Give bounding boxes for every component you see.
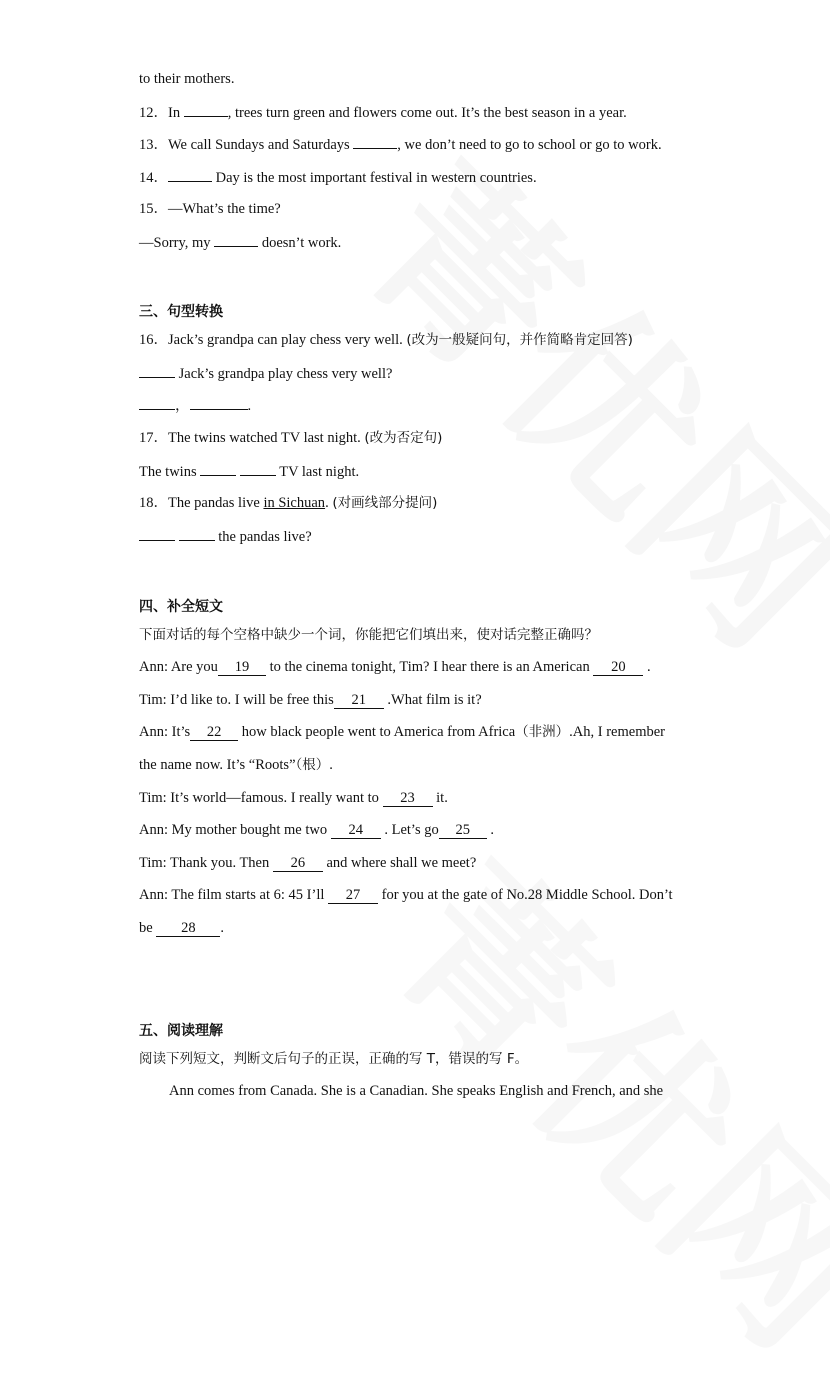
numbered-blank[interactable]: 24 bbox=[331, 822, 381, 839]
dialogue-line: Tim: It’s world—famous. I really want to 23 it. bbox=[139, 790, 448, 806]
dialogue-line: Tim: Thank you. Then 26 and where shall we meet? bbox=[139, 855, 477, 871]
question-16-blank-line: Jack’s grandpa play chess very well? bbox=[139, 363, 392, 384]
answer-blank[interactable] bbox=[353, 134, 397, 149]
numbered-blank[interactable]: 27 bbox=[328, 887, 378, 904]
answer-blank[interactable] bbox=[200, 461, 236, 476]
answer-blank[interactable] bbox=[168, 167, 212, 182]
section-heading-3: 三、句型转换 bbox=[139, 304, 223, 320]
answer-blank[interactable] bbox=[214, 232, 258, 247]
underlined-phrase: in Sichuan bbox=[263, 495, 326, 511]
section-4-instruction: 下面对话的每个空格中缺少一个词，你能把它们填出来，使对话完整正确吗？ bbox=[139, 627, 598, 643]
reading-paragraph: Ann comes from Canada. She is a Canadian. She speaks English and French, and she bbox=[169, 1083, 664, 1099]
question-15: 15．—What’s the time? bbox=[139, 201, 281, 217]
numbered-blank[interactable]: 20 bbox=[593, 659, 643, 676]
question-17-blank-line: The twins TV last night. bbox=[139, 461, 359, 482]
question-16-answer-line: ， . bbox=[139, 395, 251, 416]
question-18: 18．The pandas live in Sichuan. (对画线部分提问) bbox=[139, 495, 438, 511]
section-heading-4: 四、补全短文 bbox=[139, 599, 223, 615]
text-line: to their mothers. bbox=[139, 71, 235, 87]
answer-blank[interactable] bbox=[240, 461, 276, 476]
answer-blank[interactable] bbox=[139, 395, 175, 410]
question-15-reply: —Sorry, my doesn’t work. bbox=[139, 232, 341, 253]
dialogue-line: the name now. It’s “Roots”（根）. bbox=[139, 757, 333, 773]
dialogue-line: Ann: My mother bought me two 24 . Let’s go 25 . bbox=[139, 822, 494, 838]
answer-blank[interactable] bbox=[184, 102, 228, 117]
answer-blank[interactable] bbox=[179, 526, 215, 541]
section-5-instruction: 阅读下列短文，判断文后句子的正误，正确的写 T，错误的写 F。 bbox=[139, 1051, 529, 1067]
question-16: 16．Jack’s grandpa can play chess very well. (改为一般疑问句，并作简略肯定回答) bbox=[139, 332, 633, 348]
dialogue-line: Ann: Are you 19 to the cinema tonight, Tim? I hear there is an American 20 . bbox=[139, 659, 651, 675]
answer-blank[interactable] bbox=[139, 526, 175, 541]
question-12: 12．In , trees turn green and flowers come out. It’s the best season in a year. bbox=[139, 102, 627, 123]
answer-blank[interactable] bbox=[139, 363, 175, 378]
question-13: 13．We call Sundays and Saturdays , we don’t need to go to school or go to work. bbox=[139, 134, 662, 155]
dialogue-line: Ann: The film starts at 6: 45 I’ll 27 for you at the gate of No.28 Middle School. Don’t bbox=[139, 887, 673, 903]
dialogue-line: be 28 . bbox=[139, 920, 224, 936]
numbered-blank[interactable]: 26 bbox=[273, 855, 323, 872]
question-14: 14． Day is the most important festival in western countries. bbox=[139, 167, 537, 188]
numbered-blank[interactable]: 25 bbox=[439, 822, 487, 839]
question-17: 17．The twins watched TV last night. (改为否定句) bbox=[139, 430, 443, 446]
question-18-blank-line: the pandas live? bbox=[139, 526, 312, 547]
numbered-blank[interactable]: 23 bbox=[383, 790, 433, 807]
numbered-blank[interactable]: 21 bbox=[334, 692, 384, 709]
section-heading-5: 五、阅读理解 bbox=[139, 1023, 223, 1039]
dialogue-line: Ann: It’s 22 how black people went to America from Africa（非洲）.Ah, I remember bbox=[139, 724, 665, 740]
numbered-blank[interactable]: 22 bbox=[190, 724, 238, 741]
dialogue-line: Tim: I’d like to. I will be free this 21 .What film is it? bbox=[139, 692, 482, 708]
answer-blank[interactable] bbox=[190, 395, 248, 410]
numbered-blank[interactable]: 28 bbox=[156, 920, 220, 937]
numbered-blank[interactable]: 19 bbox=[218, 659, 266, 676]
